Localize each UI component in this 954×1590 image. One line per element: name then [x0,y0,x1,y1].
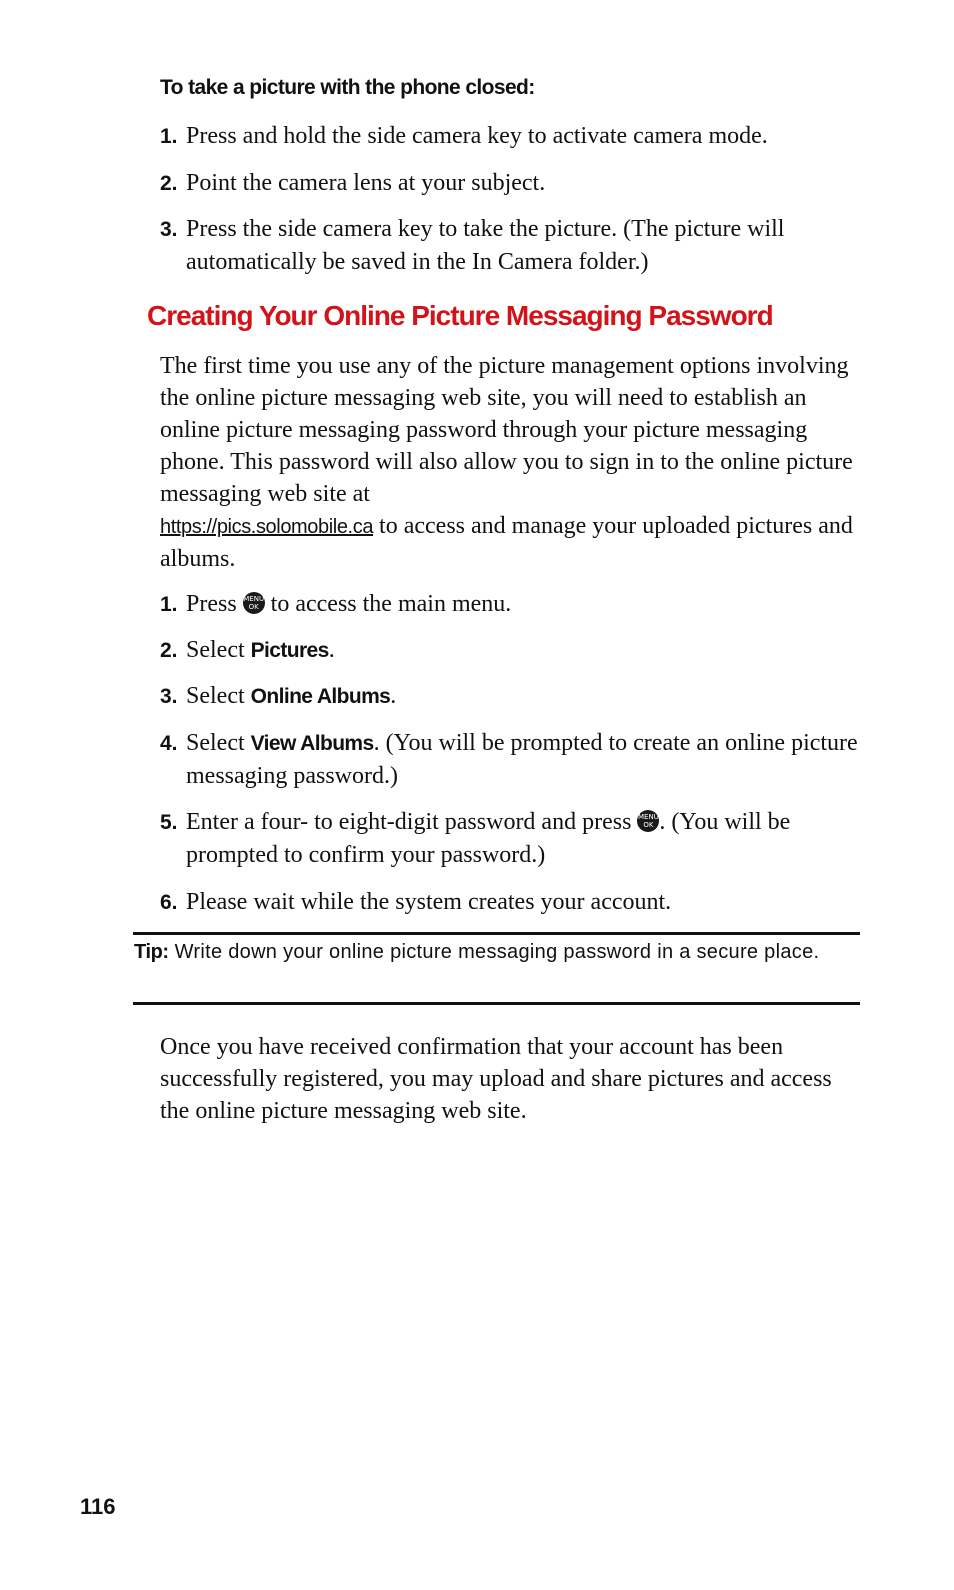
step-text: Select [186,730,245,756]
step-text: Select [186,683,245,709]
tip-label: Tip: [134,941,169,963]
step-text: . [390,683,397,709]
menu-keyword: Pictures [250,639,329,662]
step-text: Enter a four- to eight-digit password and press [186,809,632,835]
step-number: 4. [160,732,178,755]
step-number: 5. [160,811,178,834]
list-item [160,680,870,713]
step-text: Please wait while the system creates your account. [186,889,672,915]
list-item [160,213,870,279]
step-text: Press [186,591,237,617]
step-number: 3. [160,218,178,241]
step-number: 2. [160,172,178,195]
tip-top-rule [133,932,860,935]
section-title: Creating Your Online Picture Messaging Password [147,300,773,331]
step-text: Press and hold the side camera key to activate camera mode. [186,123,768,149]
menu-keyword: Online Albums [250,685,391,708]
step-text: Press the side camera key to take the picture. (The picture will automatically be saved in the In Camera folder.) [186,216,785,275]
step-text: . (You will be prompted to create an online picture messaging password.) [186,730,858,789]
menu-ok-key-icon: MENU OK [243,592,265,614]
list-item [160,120,870,153]
closing-paragraph: Once you have received confirmation that your account has been successfully registered, you may upload and share pictures and access the online picture messaging web site. [160,1034,832,1124]
menu-ok-key-icon: MENU OK [637,810,659,832]
list-item [160,886,870,919]
step-text: Point the camera lens at your subject. [186,170,546,196]
tip-text: Write down your online picture messaging password in a secure place. [174,941,820,963]
intro-text: The first time you use any of the picture management options involving the online picture messaging web site, you will need to establish an online picture messaging password through your picture messaging phone. This password will also allow you to sign in to the online picture messaging web site at [160,353,853,507]
step-text: . (You will be prompted to confirm your password.) [186,809,791,868]
list-item [160,167,870,200]
page-number: 116 [80,1494,116,1519]
step-text: to access the main menu. [270,591,512,617]
tip-note [134,938,834,967]
list-item [160,727,870,793]
list-item [160,634,870,667]
step-number: 1. [160,125,178,148]
step-number: 2. [160,639,178,662]
subheading-closed-phone: To take a picture with the phone closed: [160,76,535,99]
list-item [160,806,870,872]
step-text: . [328,637,335,663]
step-number: 3. [160,685,178,708]
website-link[interactable]: https://pics.solomobile.ca [160,516,374,538]
step-text: Select [186,637,245,663]
step-number: 6. [160,891,178,914]
intro-paragraph [160,350,860,575]
intro-text-end: to access and manage your uploaded pictures and albums. [160,513,853,572]
tip-bottom-rule [133,1002,860,1005]
step-number: 1. [160,593,178,616]
list-item [160,588,870,621]
menu-keyword: View Albums [250,732,374,755]
